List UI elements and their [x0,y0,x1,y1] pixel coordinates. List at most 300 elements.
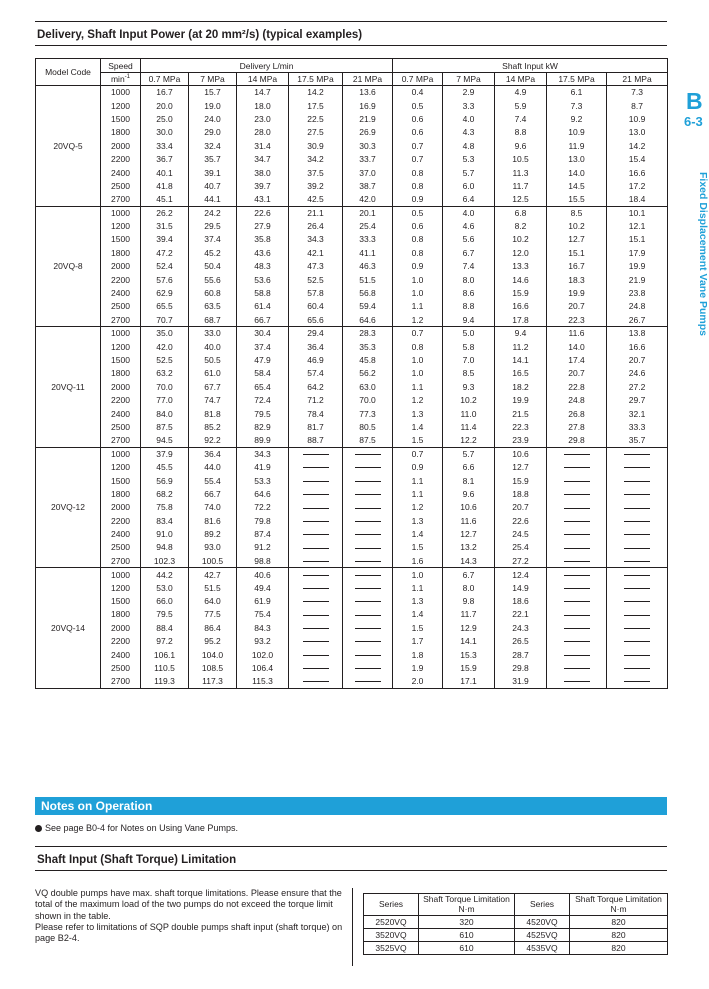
power-value-cell: 14.1 [443,635,495,648]
power-value-cell: 7.0 [443,353,495,366]
power-value-cell: 16.7 [547,260,607,273]
power-value-cell: 29.8 [547,434,607,447]
speed-cell: 1200 [101,219,141,232]
power-value-cell: 9.4 [495,327,547,340]
not-applicable-cell [547,474,607,487]
dash-mark [303,561,329,562]
delivery-value-cell: 63.5 [189,300,237,313]
power-value-cell: 1.6 [393,554,443,567]
power-value-cell: 19.9 [607,260,668,273]
delivery-value-cell: 46.9 [289,353,343,366]
delivery-value-cell: 39.2 [289,179,343,192]
power-value-cell: 1.7 [393,635,443,648]
power-value-cell: 0.7 [393,139,443,152]
delivery-value-cell: 24.0 [189,112,237,125]
speed-cell: 2000 [101,260,141,273]
dash-mark [564,521,590,522]
power-value-cell: 9.6 [495,139,547,152]
dash-mark [564,641,590,642]
delivery-value-cell: 85.2 [189,420,237,433]
power-value-cell: 33.3 [607,420,668,433]
power-value-cell: 10.9 [607,112,668,125]
category-label: Fixed Displacement Vane Pumps [697,172,709,336]
power-value-cell: 1.3 [393,514,443,527]
speed-cell: 2000 [101,380,141,393]
delivery-value-cell: 58.4 [237,367,289,380]
delivery-value-cell: 15.7 [189,86,237,99]
table-row [36,661,668,674]
power-value-cell: 0.7 [393,152,443,165]
power-value-cell: 1.4 [393,608,443,621]
power-value-cell: 15.3 [443,648,495,661]
torque-limit-table [363,893,668,955]
power-value-cell: 9.3 [443,380,495,393]
power-value-cell: 26.7 [607,313,668,326]
power-value-cell: 7.3 [547,99,607,112]
delivery-value-cell: 39.1 [189,166,237,179]
dash-mark [355,575,381,576]
dash-mark [303,521,329,522]
delivery-value-cell: 102.0 [237,648,289,661]
power-value-cell: 12.9 [443,621,495,634]
dash-mark [303,494,329,495]
speed-cell: 2700 [101,313,141,326]
power-value-cell: 0.8 [393,166,443,179]
speed-header: Speed [101,59,141,73]
power-value-cell: 10.6 [495,447,547,460]
delivery-value-cell: 61.9 [237,594,289,607]
power-value-cell: 10.9 [547,126,607,139]
speed-cell: 1200 [101,99,141,112]
delivery-value-cell: 79.5 [237,407,289,420]
series-cell: 3525VQ [364,942,419,955]
not-applicable-cell [289,514,343,527]
torque-cell: 820 [570,916,668,929]
power-value-cell: 12.2 [443,434,495,447]
power-group-header: Shaft Input kW [393,59,668,73]
power-value-cell: 8.2 [495,219,547,232]
notes-title: Notes on Operation [41,799,153,813]
not-applicable-cell [343,648,393,661]
delivery-value-cell: 86.4 [189,621,237,634]
power-value-cell: 14.0 [547,166,607,179]
speed-cell: 2500 [101,541,141,554]
power-value-cell: 5.9 [495,99,547,112]
delivery-value-cell: 22.6 [237,206,289,219]
power-value-cell: 1.0 [393,367,443,380]
delivery-value-cell: 35.8 [237,233,289,246]
delivery-value-cell: 61.4 [237,300,289,313]
dash-mark [564,575,590,576]
dash-mark [355,655,381,656]
delivery-value-cell: 89.9 [237,434,289,447]
power-value-cell: 11.7 [495,179,547,192]
power-value-cell: 23.8 [607,286,668,299]
delivery-value-cell: 30.9 [289,139,343,152]
dash-mark [564,454,590,455]
power-value-cell: 1.5 [393,434,443,447]
power-value-cell: 16.6 [495,300,547,313]
power-value-cell: 21.9 [607,273,668,286]
power-value-cell: 1.1 [393,474,443,487]
table-row [36,233,668,246]
series-cell: 3520VQ [364,929,419,942]
delivery-value-cell: 42.1 [289,246,343,259]
delivery-value-cell: 36.7 [141,152,189,165]
delivery-value-cell: 60.8 [189,286,237,299]
power-value-cell: 9.6 [443,487,495,500]
not-applicable-cell [289,621,343,634]
speed-cell: 2500 [101,300,141,313]
model-code-cell: 20VQ-8 [36,206,101,327]
power-value-cell: 17.1 [443,675,495,688]
dash-mark [624,575,650,576]
dash-mark [624,601,650,602]
delivery-value-cell: 83.4 [141,514,189,527]
delivery-value-cell: 79.8 [237,514,289,527]
power-value-cell: 0.6 [393,219,443,232]
delivery-value-cell: 98.8 [237,554,289,567]
delivery-value-cell: 51.5 [343,273,393,286]
torque-cell: 820 [570,929,668,942]
not-applicable-cell [607,594,668,607]
not-applicable-cell [289,460,343,473]
series-header: Series [364,894,419,916]
not-applicable-cell [343,635,393,648]
power-value-cell: 16.6 [607,340,668,353]
power-value-cell: 1.1 [393,300,443,313]
not-applicable-cell [607,608,668,621]
power-value-cell: 24.3 [495,621,547,634]
not-applicable-cell [289,541,343,554]
not-applicable-cell [607,635,668,648]
delivery-value-cell: 28.0 [237,126,289,139]
speed-cell: 1500 [101,233,141,246]
power-value-cell: 14.6 [495,273,547,286]
power-value-cell: 18.2 [495,380,547,393]
not-applicable-cell [289,581,343,594]
pressure-header: 21 MPa [607,73,668,86]
delivery-value-cell: 43.6 [237,246,289,259]
delivery-value-cell: 77.3 [343,407,393,420]
delivery-value-cell: 38.7 [343,179,393,192]
not-applicable-cell [343,608,393,621]
power-value-cell: 17.8 [495,313,547,326]
power-value-cell: 1.0 [393,273,443,286]
delivery-value-cell: 61.0 [189,367,237,380]
power-value-cell: 26.8 [547,407,607,420]
dash-mark [303,575,329,576]
delivery-value-cell: 70.0 [141,380,189,393]
speed-unit-header: $\min^{-1}$ [101,73,141,86]
pressure-header: 14 MPa [237,73,289,86]
delivery-value-cell: 35.7 [189,152,237,165]
delivery-value-cell: 28.3 [343,327,393,340]
delivery-value-cell: 36.4 [189,447,237,460]
delivery-value-cell: 45.5 [141,460,189,473]
delivery-value-cell: 87.5 [343,434,393,447]
delivery-value-cell: 68.7 [189,313,237,326]
not-applicable-cell [607,581,668,594]
power-value-cell: 7.4 [495,112,547,125]
speed-cell: 1800 [101,367,141,380]
dash-mark [564,508,590,509]
power-value-cell: 11.4 [443,420,495,433]
not-applicable-cell [343,581,393,594]
power-value-cell: 11.0 [443,407,495,420]
power-value-cell: 16.6 [607,166,668,179]
delivery-value-cell: 29.5 [189,219,237,232]
delivery-value-cell: 106.4 [237,661,289,674]
power-value-cell: 0.5 [393,206,443,219]
column-divider [352,888,353,966]
delivery-value-cell: 34.7 [237,152,289,165]
delivery-value-cell: 52.5 [289,273,343,286]
torque-header: Shaft Torque Limitation N·m [419,894,515,916]
power-value-cell: 15.1 [547,246,607,259]
not-applicable-cell [289,568,343,581]
delivery-value-cell: 119.3 [141,675,189,688]
table-row [36,675,668,688]
power-value-cell: 12.7 [495,460,547,473]
delivery-value-cell: 42.7 [189,568,237,581]
table-row [36,608,668,621]
delivery-value-cell: 27.9 [237,219,289,232]
power-value-cell: 23.9 [495,434,547,447]
power-value-cell: 5.6 [443,233,495,246]
pressure-header: 14 MPa [495,73,547,86]
power-value-cell: 6.6 [443,460,495,473]
dash-mark [624,548,650,549]
not-applicable-cell [343,568,393,581]
model-code-cell: 20VQ-5 [36,86,101,207]
table-row [36,126,668,139]
power-value-cell: 32.1 [607,407,668,420]
power-value-cell: 14.2 [607,139,668,152]
delivery-value-cell: 89.2 [189,527,237,540]
not-applicable-cell [547,541,607,554]
not-applicable-cell [547,487,607,500]
dash-mark [624,454,650,455]
delivery-value-cell: 49.4 [237,581,289,594]
not-applicable-cell [547,447,607,460]
power-value-cell: 16.5 [495,367,547,380]
dash-mark [564,681,590,682]
delivery-value-cell: 79.5 [141,608,189,621]
table-row [36,380,668,393]
dash-mark [564,561,590,562]
delivery-table-body [36,86,668,689]
power-value-cell: 1.5 [393,541,443,554]
delivery-value-cell: 26.2 [141,206,189,219]
delivery-value-cell: 65.4 [237,380,289,393]
speed-cell: 2400 [101,407,141,420]
not-applicable-cell [343,541,393,554]
dash-mark [303,588,329,589]
not-applicable-cell [547,608,607,621]
power-value-cell: 1.0 [393,353,443,366]
not-applicable-cell [343,447,393,460]
power-value-cell: 19.9 [495,393,547,406]
delivery-value-cell: 44.2 [141,568,189,581]
delivery-value-cell: 106.1 [141,648,189,661]
delivery-value-cell: 66.7 [189,487,237,500]
not-applicable-cell [607,675,668,688]
power-value-cell: 15.4 [607,152,668,165]
power-value-cell: 1.2 [393,393,443,406]
power-value-cell: 5.7 [443,447,495,460]
delivery-value-cell: 77.5 [189,608,237,621]
delivery-value-cell: 30.0 [141,126,189,139]
delivery-value-cell: 37.9 [141,447,189,460]
not-applicable-cell [547,594,607,607]
power-value-cell: 6.8 [495,206,547,219]
power-value-cell: 0.7 [393,327,443,340]
delivery-value-cell: 108.5 [189,661,237,674]
table-row [36,286,668,299]
power-value-cell: 20.7 [607,353,668,366]
table-row [36,206,668,219]
speed-cell: 2400 [101,166,141,179]
not-applicable-cell [607,514,668,527]
table-row [36,193,668,206]
power-value-cell: 1.4 [393,527,443,540]
delivery-value-cell: 74.7 [189,393,237,406]
delivery-value-cell: 81.6 [189,514,237,527]
power-value-cell: 1.2 [393,313,443,326]
delivery-value-cell: 91.2 [237,541,289,554]
power-value-cell: 10.5 [495,152,547,165]
delivery-value-cell: 16.7 [141,86,189,99]
model-code-cell: 20VQ-14 [36,568,101,689]
power-value-cell: 12.7 [547,233,607,246]
torque-cell: 820 [570,942,668,955]
dash-mark [624,534,650,535]
speed-cell: 2000 [101,621,141,634]
delivery-value-cell: 92.2 [189,434,237,447]
not-applicable-cell [607,460,668,473]
delivery-value-cell: 22.5 [289,112,343,125]
dash-mark [624,521,650,522]
speed-cell: 2000 [101,501,141,514]
not-applicable-cell [547,554,607,567]
dash-mark [564,494,590,495]
not-applicable-cell [343,501,393,514]
series-cell: 4525VQ [515,929,570,942]
power-value-cell: 15.9 [495,286,547,299]
not-applicable-cell [607,648,668,661]
table-row [36,487,668,500]
delivery-power-table [35,58,668,689]
delivery-value-cell: 80.5 [343,420,393,433]
power-value-cell: 22.6 [495,514,547,527]
power-value-cell: 20.7 [547,300,607,313]
delivery-value-cell: 19.0 [189,99,237,112]
not-applicable-cell [607,447,668,460]
power-value-cell: 4.0 [443,206,495,219]
table-row [36,621,668,634]
power-value-cell: 20.7 [547,367,607,380]
not-applicable-cell [607,474,668,487]
power-value-cell: 24.8 [607,300,668,313]
power-value-cell: 8.7 [607,99,668,112]
power-value-cell: 14.3 [443,554,495,567]
dash-mark [355,548,381,549]
delivery-value-cell: 87.4 [237,527,289,540]
dash-mark [355,561,381,562]
power-value-cell: 17.4 [547,353,607,366]
dash-mark [355,521,381,522]
delivery-value-cell: 23.0 [237,112,289,125]
dash-mark [624,467,650,468]
power-value-cell: 0.5 [393,99,443,112]
not-applicable-cell [547,514,607,527]
delivery-value-cell: 75.4 [237,608,289,621]
power-value-cell: 8.8 [443,300,495,313]
power-value-cell: 21.5 [495,407,547,420]
power-value-cell: 11.7 [443,608,495,621]
not-applicable-cell [289,635,343,648]
delivery-value-cell: 56.2 [343,367,393,380]
delivery-value-cell: 72.2 [237,501,289,514]
power-value-cell: 27.2 [607,380,668,393]
power-value-cell: 14.5 [547,179,607,192]
dash-mark [355,641,381,642]
delivery-value-cell: 14.2 [289,86,343,99]
power-value-cell: 11.3 [495,166,547,179]
speed-cell: 2700 [101,193,141,206]
dash-mark [355,681,381,682]
table-row [36,99,668,112]
model-code-header: Model Code [36,59,101,86]
power-value-cell: 24.5 [495,527,547,540]
not-applicable-cell [289,554,343,567]
delivery-value-cell: 72.4 [237,393,289,406]
not-applicable-cell [607,487,668,500]
model-code-cell: 20VQ-11 [36,327,101,448]
table-row [36,327,668,340]
delivery-value-cell: 18.0 [237,99,289,112]
power-value-cell: 15.5 [547,193,607,206]
power-value-cell: 19.9 [547,286,607,299]
delivery-value-cell: 32.4 [189,139,237,152]
torque-cell: 610 [419,929,515,942]
delivery-value-cell: 91.0 [141,527,189,540]
speed-cell: 2200 [101,152,141,165]
speed-cell: 2200 [101,393,141,406]
delivery-title-underline [35,45,667,46]
delivery-value-cell: 102.3 [141,554,189,567]
delivery-value-cell: 94.8 [141,541,189,554]
power-value-cell: 4.0 [443,112,495,125]
dash-mark [303,681,329,682]
power-value-cell: 14.9 [495,581,547,594]
speed-cell: 2500 [101,661,141,674]
power-value-cell: 15.9 [443,661,495,674]
delivery-value-cell: 52.4 [141,260,189,273]
power-value-cell: 1.4 [393,420,443,433]
power-value-cell: 13.8 [607,327,668,340]
delivery-value-cell: 57.4 [289,367,343,380]
power-value-cell: 0.8 [393,246,443,259]
delivery-value-cell: 70.7 [141,313,189,326]
power-value-cell: 7.3 [607,86,668,99]
delivery-value-cell: 63.2 [141,367,189,380]
delivery-value-cell: 16.9 [343,99,393,112]
power-value-cell: 22.3 [547,313,607,326]
power-value-cell: 26.5 [495,635,547,648]
not-applicable-cell [343,554,393,567]
